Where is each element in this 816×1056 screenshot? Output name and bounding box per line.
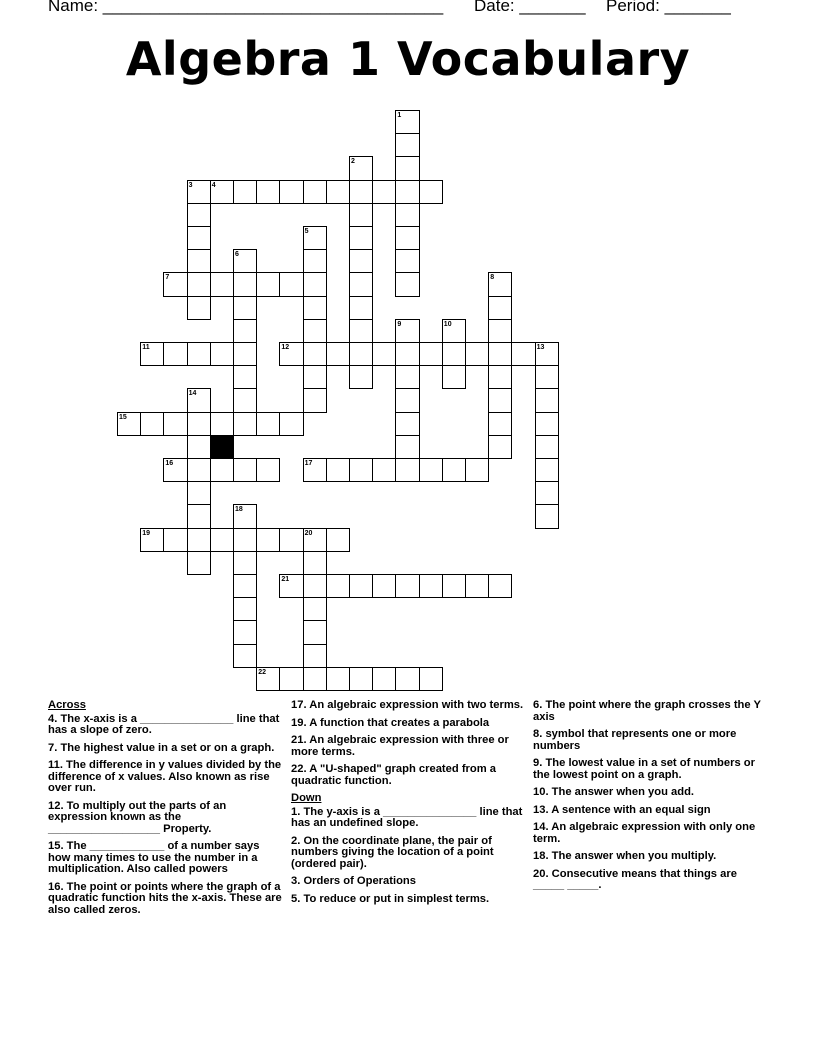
clue-number: 21 bbox=[281, 576, 290, 583]
crossword-cell[interactable] bbox=[303, 620, 327, 644]
crossword-cell[interactable] bbox=[233, 597, 257, 621]
clue-down: 18. The answer when you multiply. bbox=[533, 850, 717, 862]
crossword-cell[interactable] bbox=[187, 203, 211, 227]
crossword-cell[interactable] bbox=[279, 412, 303, 436]
crossword-cell[interactable] bbox=[233, 365, 257, 389]
crossword-cell[interactable] bbox=[233, 180, 257, 204]
crossword-cell[interactable] bbox=[210, 528, 234, 552]
clue-number: 17 bbox=[304, 460, 313, 467]
crossword-cell[interactable] bbox=[372, 574, 396, 598]
crossword-cell[interactable] bbox=[163, 412, 187, 436]
crossword-cell[interactable] bbox=[187, 504, 211, 528]
crossword-cell[interactable] bbox=[442, 574, 466, 598]
crossword-cell[interactable] bbox=[395, 435, 419, 459]
crossword-cell[interactable] bbox=[187, 249, 211, 273]
crossword-cell[interactable] bbox=[233, 342, 257, 366]
clue-number: 7 bbox=[165, 274, 170, 282]
crossword-cell[interactable] bbox=[395, 249, 419, 273]
crossword-cell[interactable] bbox=[395, 180, 419, 204]
crossword-cell[interactable] bbox=[535, 388, 559, 412]
name-field-label[interactable]: Name: ____________________________________ bbox=[48, 0, 444, 15]
clue-number: 3 bbox=[188, 181, 193, 189]
crossword-cell[interactable] bbox=[279, 667, 303, 691]
crossword-cell[interactable] bbox=[303, 574, 327, 598]
crossword-cell[interactable] bbox=[488, 412, 512, 436]
crossword-cell[interactable] bbox=[303, 551, 327, 575]
clue-number: 11 bbox=[142, 344, 150, 351]
crossword-cell[interactable] bbox=[187, 551, 211, 575]
crossword-cell[interactable] bbox=[488, 296, 512, 320]
crossword-cell[interactable] bbox=[187, 296, 211, 320]
clue-number: 9 bbox=[397, 320, 402, 328]
crossword-cell[interactable] bbox=[187, 528, 211, 552]
crossword-cell[interactable] bbox=[140, 412, 164, 436]
crossword-cell[interactable] bbox=[163, 528, 187, 552]
clue-number: 10 bbox=[443, 320, 452, 328]
crossword-cell[interactable] bbox=[303, 365, 327, 389]
crossword-cell[interactable] bbox=[395, 156, 419, 180]
crossword-cell[interactable] bbox=[210, 342, 234, 366]
clue-down: 2. On the coordinate plane, the pair of numbers giving the location of a point (ordered pair). bbox=[291, 834, 494, 870]
crossword-cell[interactable] bbox=[372, 180, 396, 204]
clue-across: 22. A "U-shaped" graph created from a quadratic function. bbox=[291, 763, 497, 787]
crossword-cell[interactable] bbox=[233, 574, 257, 598]
across-heading: Across bbox=[48, 699, 86, 711]
crossword-cell[interactable] bbox=[256, 528, 280, 552]
crossword-cell[interactable] bbox=[442, 342, 466, 366]
crossword-cell[interactable] bbox=[187, 342, 211, 366]
crossword-cell[interactable] bbox=[419, 574, 443, 598]
crossword-cell[interactable] bbox=[488, 319, 512, 343]
crossword-cell[interactable] bbox=[465, 574, 489, 598]
clue-across: 19. A function that creates a parabola bbox=[291, 716, 490, 729]
clue-number: 22 bbox=[258, 668, 266, 676]
crossword-cell[interactable] bbox=[233, 551, 257, 575]
date-field-label[interactable]: Date: _______ bbox=[474, 0, 586, 15]
crossword-cell[interactable] bbox=[511, 342, 535, 366]
crossword-cell[interactable] bbox=[303, 319, 327, 343]
crossword-cell[interactable] bbox=[256, 180, 280, 204]
crossword-cell[interactable] bbox=[419, 342, 443, 366]
crossword-cell[interactable] bbox=[233, 528, 257, 552]
clue-down: 10. The answer when you add. bbox=[533, 786, 695, 798]
crossword-cell[interactable] bbox=[187, 412, 211, 436]
clue-across: 4. The x-axis is a _______________ line that has a slope of zero. bbox=[48, 712, 280, 736]
crossword-cell[interactable] bbox=[233, 319, 257, 343]
crossword-cell[interactable] bbox=[349, 365, 373, 389]
crossword-cell[interactable] bbox=[488, 388, 512, 412]
clue-number: 8 bbox=[490, 274, 495, 282]
crossword-cell[interactable] bbox=[210, 412, 234, 436]
clues-column-2 bbox=[291, 700, 524, 911]
crossword-cell[interactable] bbox=[349, 272, 373, 296]
crossword-cell[interactable] bbox=[303, 342, 327, 366]
crossword-cell[interactable] bbox=[256, 458, 280, 482]
crossword-cell[interactable] bbox=[395, 574, 419, 598]
crossword-cell[interactable] bbox=[535, 481, 559, 505]
clue-number: 5 bbox=[304, 228, 309, 235]
crossword-cell[interactable] bbox=[395, 458, 419, 482]
crossword-cell[interactable] bbox=[488, 342, 512, 366]
crossword-cell[interactable] bbox=[326, 667, 350, 691]
crossword-cell[interactable] bbox=[419, 180, 443, 204]
crossword-cell[interactable] bbox=[442, 365, 466, 389]
period-field-label[interactable]: Period: _______ bbox=[606, 0, 731, 15]
clue-down: 1. The y-axis is a _______________ line that has an undefined slope. bbox=[291, 805, 523, 829]
crossword-cell[interactable] bbox=[187, 481, 211, 505]
clue-number: 4 bbox=[211, 181, 216, 189]
clue-number: 13 bbox=[536, 344, 545, 351]
clue-number: 14 bbox=[188, 390, 197, 398]
crossword-cell[interactable] bbox=[279, 180, 303, 204]
crossword-cell[interactable] bbox=[395, 667, 419, 691]
crossword-cell[interactable] bbox=[372, 667, 396, 691]
crossword-cell[interactable] bbox=[349, 203, 373, 227]
clue-down: 5. To reduce or put in simplest terms. bbox=[291, 892, 490, 905]
crossword-cell[interactable] bbox=[395, 272, 419, 296]
crossword-cell[interactable] bbox=[187, 272, 211, 296]
crossword-cell[interactable] bbox=[210, 458, 234, 482]
clue-across: 17. An algebraic expression with two terms. bbox=[291, 699, 524, 711]
crossword-cell[interactable] bbox=[535, 435, 559, 459]
crossword-cell[interactable] bbox=[535, 458, 559, 482]
crossword-cell[interactable] bbox=[535, 365, 559, 389]
crossword-cell[interactable] bbox=[187, 458, 211, 482]
clue-number: 18 bbox=[235, 506, 243, 514]
clue-down: 8. symbol that represents one or more numbers bbox=[533, 728, 737, 752]
crossword-cell[interactable] bbox=[395, 203, 419, 227]
crossword-cell[interactable] bbox=[488, 574, 512, 598]
crossword-cell[interactable] bbox=[303, 180, 327, 204]
clue-down: 14. An algebraic expression with only one term. bbox=[533, 821, 756, 845]
crossword-cell[interactable] bbox=[233, 620, 257, 644]
clue-number: 19 bbox=[142, 529, 150, 537]
clue-across: 21. An algebraic expression with three or more terms. bbox=[291, 734, 509, 758]
crossword-cell[interactable] bbox=[372, 342, 396, 366]
crossword-cell[interactable] bbox=[442, 458, 466, 482]
crossword-cell[interactable] bbox=[279, 272, 303, 296]
clue-across: 16. The point or points where the graph of a quadratic function hits the x-axis. These are also called zeros. bbox=[48, 880, 282, 916]
crossword-cell[interactable] bbox=[233, 412, 257, 436]
clue-down: 13. A sentence with an equal sign bbox=[533, 803, 711, 816]
crossword-cell[interactable] bbox=[349, 180, 373, 204]
crossword-cell[interactable] bbox=[349, 458, 373, 482]
clue-number: 16 bbox=[165, 460, 174, 467]
crossword-cell[interactable] bbox=[395, 342, 419, 366]
clue-down: 6. The point where the graph crosses the Y axis bbox=[533, 699, 761, 723]
page-title: Algebra 1 Vocabulary bbox=[125, 32, 691, 86]
crossword-cell[interactable] bbox=[395, 388, 419, 412]
crossword-cell[interactable] bbox=[419, 667, 443, 691]
crossword-cell[interactable] bbox=[465, 342, 489, 366]
crossword-cell[interactable] bbox=[303, 388, 327, 412]
crossword-cell[interactable] bbox=[349, 226, 373, 250]
crossword-cell[interactable] bbox=[349, 249, 373, 273]
crossword-cell[interactable] bbox=[488, 435, 512, 459]
crossword-cell[interactable] bbox=[349, 342, 373, 366]
crossword-cell[interactable] bbox=[419, 458, 443, 482]
crossword-cell[interactable] bbox=[395, 365, 419, 389]
clue-number: 20 bbox=[304, 529, 313, 537]
crossword-cell[interactable] bbox=[279, 528, 303, 552]
clue-number: 1 bbox=[397, 112, 402, 119]
crossword-cell[interactable] bbox=[210, 272, 234, 296]
crossword-cell[interactable] bbox=[233, 388, 257, 412]
crossword-cell[interactable] bbox=[465, 458, 489, 482]
clue-across: 12. To multiply out the parts of an expression known as the __________________ Property. bbox=[48, 799, 227, 835]
crossword-cell[interactable] bbox=[187, 435, 211, 459]
crossword-cell[interactable] bbox=[233, 458, 257, 482]
clue-across: 11. The difference in y values divided by the difference of x values. Also known as rise over run. bbox=[48, 759, 282, 794]
crossword-cell[interactable] bbox=[349, 319, 373, 343]
crossword-cell[interactable] bbox=[233, 272, 257, 296]
crossword-cell[interactable] bbox=[395, 226, 419, 250]
crossword-cell[interactable] bbox=[303, 249, 327, 273]
crossword-cell[interactable] bbox=[395, 412, 419, 436]
crossword-cell[interactable] bbox=[233, 644, 257, 668]
clue-number: 15 bbox=[119, 413, 127, 421]
clue-number: 12 bbox=[281, 344, 290, 351]
crossword-cell[interactable] bbox=[326, 342, 350, 366]
crossword-cell[interactable] bbox=[535, 504, 559, 528]
crossword-cell[interactable] bbox=[349, 296, 373, 320]
crossword-cell[interactable] bbox=[326, 458, 350, 482]
crossword-cell[interactable] bbox=[349, 667, 373, 691]
crossword-cell[interactable] bbox=[326, 180, 350, 204]
crossword-cell[interactable] bbox=[303, 667, 327, 691]
down-heading: Down bbox=[291, 792, 322, 804]
clue-number: 2 bbox=[351, 158, 355, 166]
crossword-cell[interactable] bbox=[372, 458, 396, 482]
clue-number: 6 bbox=[235, 251, 239, 259]
crossword-cell[interactable] bbox=[326, 574, 350, 598]
crossword-cell[interactable] bbox=[303, 597, 327, 621]
clue-across: 7. The highest value in a set or on a graph. bbox=[48, 741, 275, 754]
crossword-cell[interactable] bbox=[303, 644, 327, 668]
crossword-cell[interactable] bbox=[303, 272, 327, 296]
crossword-cell[interactable] bbox=[326, 528, 350, 552]
crossword-cell[interactable] bbox=[233, 296, 257, 320]
crossword-cell[interactable] bbox=[256, 272, 280, 296]
clue-across: 15. The ____________ of a number says how many times to use the number in a multiplication. Also called powers bbox=[48, 840, 260, 875]
crossword-cell[interactable] bbox=[395, 133, 419, 157]
crossword-cell[interactable] bbox=[303, 296, 327, 320]
clue-down: 20. Consecutive means that things are _____ _____. bbox=[533, 867, 737, 891]
crossword-cell[interactable] bbox=[163, 342, 187, 366]
crossword-cell[interactable] bbox=[488, 365, 512, 389]
crossword-cell[interactable] bbox=[535, 412, 559, 436]
crossword-cell[interactable] bbox=[349, 574, 373, 598]
clue-down: 3. Orders of Operations bbox=[291, 875, 416, 887]
clues-column-3 bbox=[533, 700, 765, 898]
clues-column-1 bbox=[48, 700, 284, 922]
crossword-cell[interactable] bbox=[187, 226, 211, 250]
crossword-cell[interactable] bbox=[256, 412, 280, 436]
black-square bbox=[210, 435, 234, 459]
clue-down: 9. The lowest value in a set of numbers or the lowest point on a graph. bbox=[533, 757, 755, 781]
